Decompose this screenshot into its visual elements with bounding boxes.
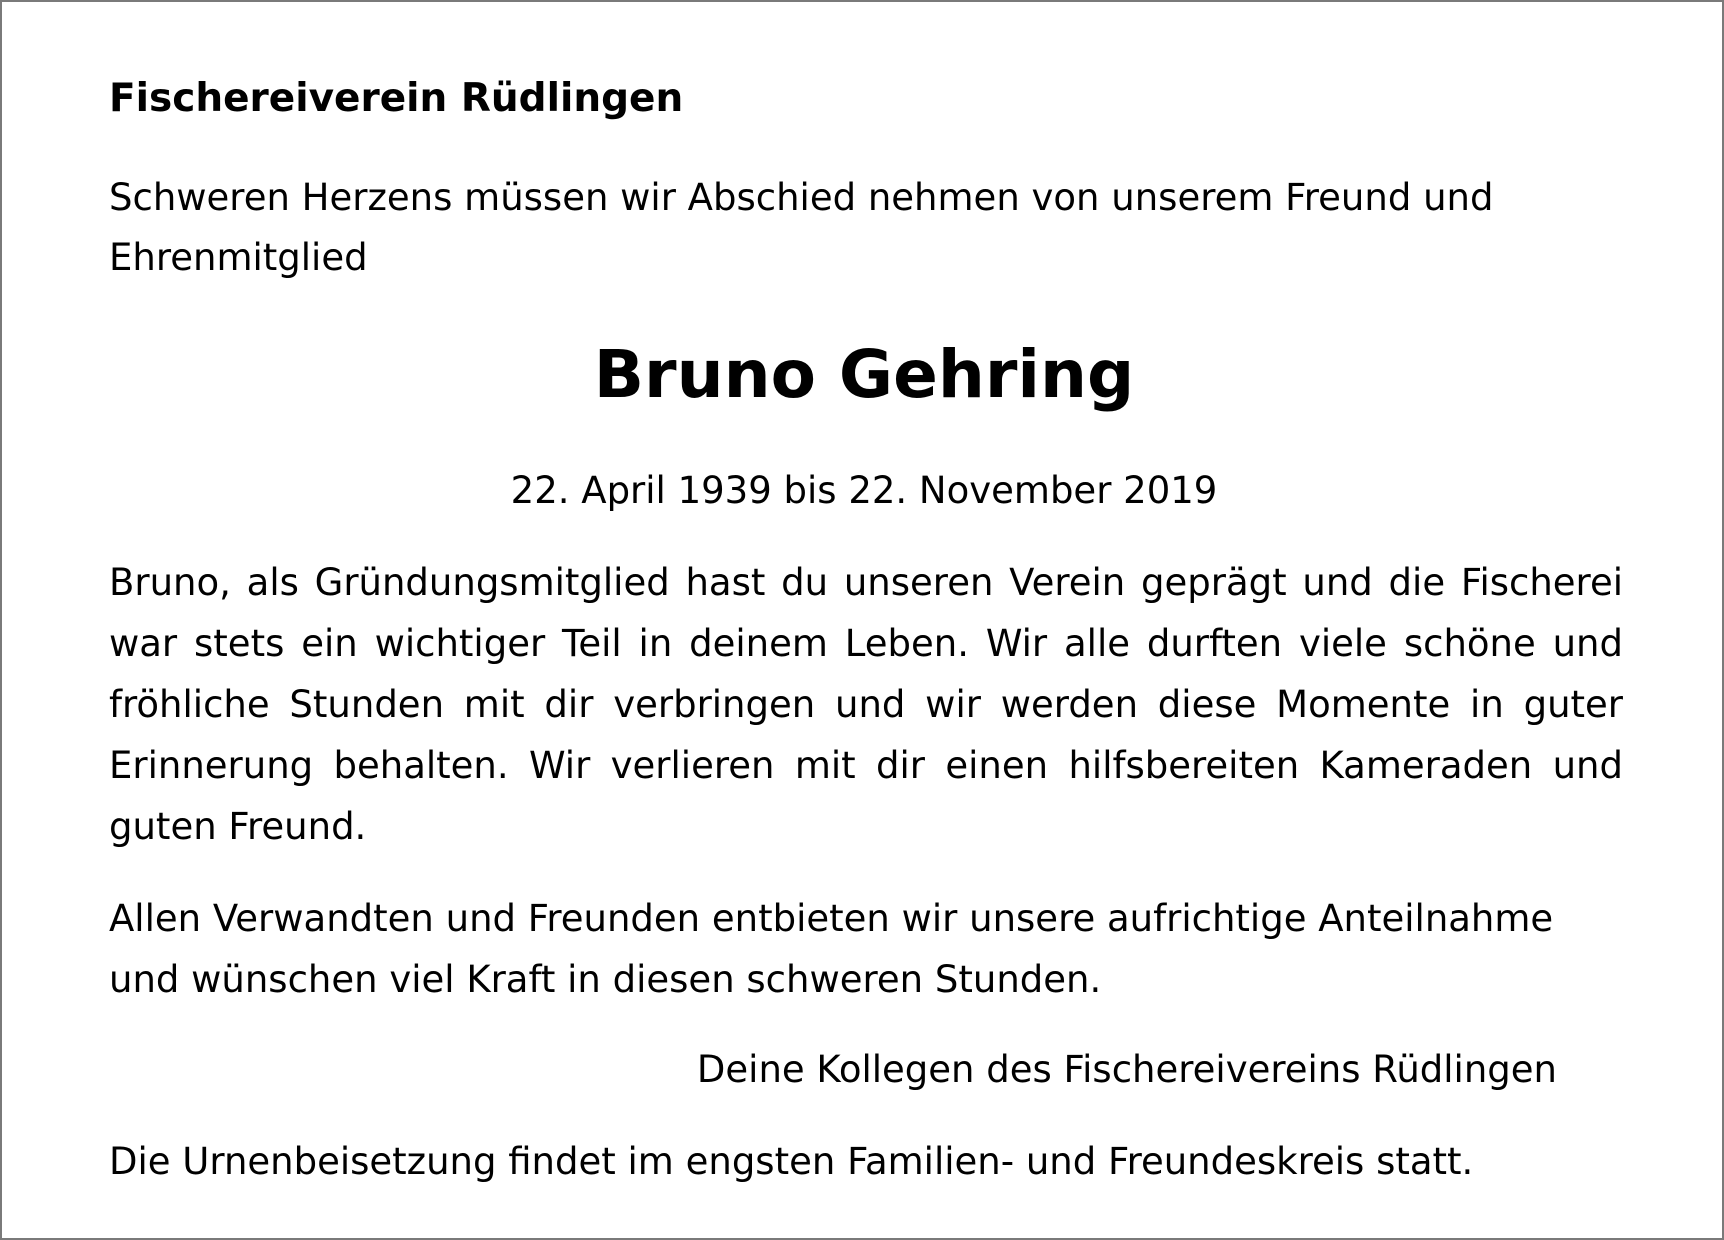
life-dates: 22. April 1939 bis 22. November 2019 — [510, 469, 1218, 512]
deceased-name: Bruno Gehring — [593, 336, 1135, 413]
condolence-paragraph: Allen Verwandten und Freunden entbieten wir unsere aufrichtige Anteilnahme und wünschen viel Kraft in diesen schweren Stunden. — [109, 897, 1554, 1001]
intro-text: Schweren Herzens müssen wir Abschied nehmen von unserem Freund und Ehrenmitglied — [109, 176, 1494, 279]
club-heading: Fischereiverein Rüdlingen — [109, 76, 684, 121]
funeral-note: Die Urnenbeisetzung findet im engsten Familien- und Freundeskreis statt. — [109, 1140, 1474, 1183]
tribute-paragraph: Bruno, als Gründungsmitglied hast du unseren Verein geprägt und die Fischerei war stets ein wichtiger Teil in deinem Leben. Wir alle durften viele schöne und fröhliche Stunden mit dir verbringen und wir werden diese Momente in guter Erinnerung behalten. Wir verlieren mit dir einen hilfsbereiten Kameraden und guten Freund. — [109, 561, 1623, 848]
signature-line: Deine Kollegen des Fischereivereins Rüdlingen — [696, 1048, 1557, 1091]
